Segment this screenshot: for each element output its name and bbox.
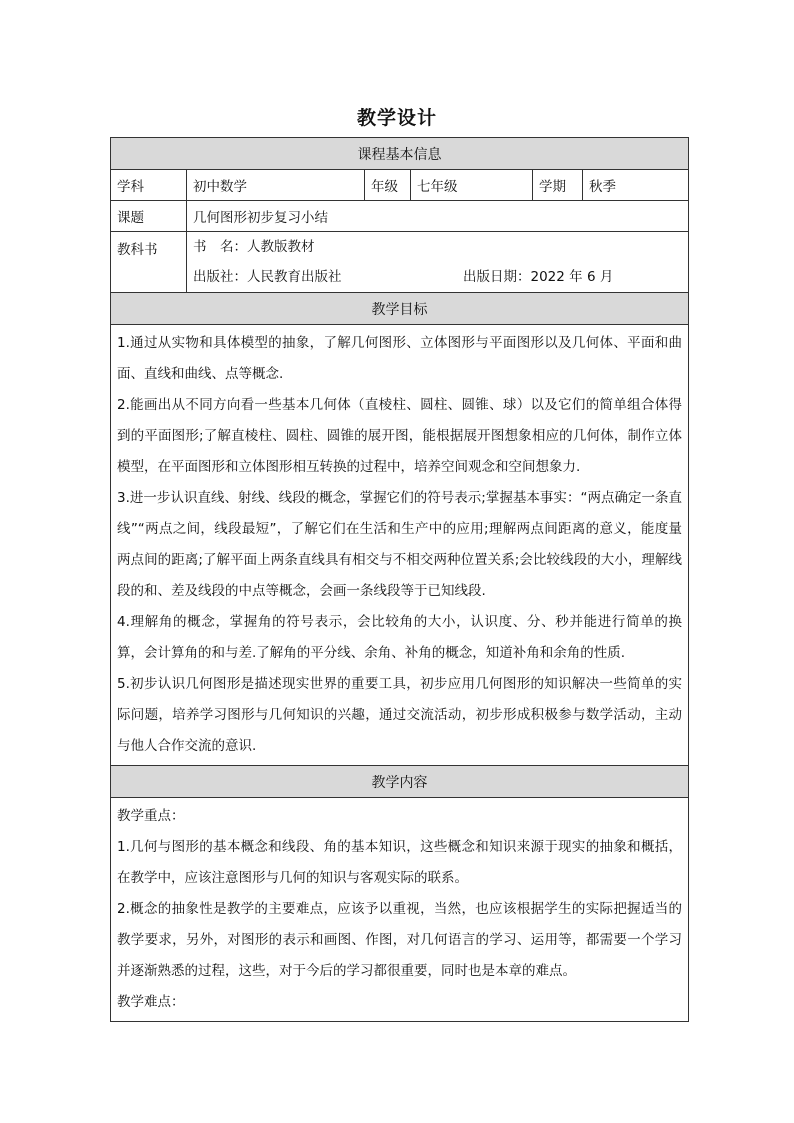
info-row-textbook — [111, 232, 689, 293]
subject-value: 初中数学 — [187, 170, 365, 201]
section-header-basic-info: 课程基本信息 — [111, 138, 689, 170]
publish-date: 出版日期：2022 年 6 月 — [463, 269, 614, 285]
info-row-subject — [111, 170, 689, 201]
page-title: 教学设计 — [356, 107, 437, 129]
goal-item: 3.进一步认识直线、射线、线段的概念，掌握它们的符号表示;掌握基本事实：“两点确定一条直线”“两点之间，线段最短”，了解它们在生活和生产中的应用;理解两点间距离的意义，能度量两点间的距离;了解平面上两条直线具有相交与不相交两种位置关系;会比较线段的大小，理解线段的和、差及线段的中点等概念，会画一条线段等于已知线段. — [117, 490, 683, 599]
goals-body — [111, 325, 689, 766]
topic-label: 课题 — [111, 201, 187, 232]
key-point-item: 2.概念的抽象性是教学的主要难点，应该予以重视，当然，也应该根据学生的实际把握适当的教学要求，另外，对图形的表示和画图、作图，对几何语言的学习、运用等，都需要一个学习并逐渐熟悉的过程，这些，对于今后的学习都很重要，同时也是本章的难点。 — [117, 901, 683, 979]
section-header-goals: 教学目标 — [111, 293, 689, 325]
term-value: 秋季 — [583, 170, 689, 201]
goal-item: 1.通过从实物和具体模型的抽象，了解几何图形、立体图形与平面图形以及几何体、平面和曲面、直线和曲线、点等概念. — [117, 335, 683, 382]
goal-item: 2.能画出从不同方向看一些基本几何体（直棱柱、圆柱、圆锥、球）以及它们的简单组合体得到的平面图形;了解直棱柱、圆柱、圆锥的展开图，能根据展开图想象相应的几何体，制作立体模型，在平面图形和立体图形相互转换的过程中，培养空间观念和空间想象力. — [117, 397, 683, 475]
difficulty-label: 教学难点： — [117, 994, 185, 1010]
term-label: 学期 — [533, 170, 583, 201]
textbook-label: 教科书 — [111, 232, 187, 293]
goal-item: 4.理解角的概念，掌握角的符号表示，会比较角的大小，认识度、分、秒并能进行简单的换算，会计算角的和与差.了解角的平分线、余角、补角的概念，知道补角和余角的性质. — [117, 614, 683, 661]
key-points-label: 教学重点： — [117, 808, 185, 824]
publisher: 出版社：人民教育出版社 — [193, 269, 342, 285]
grade-label: 年级 — [365, 170, 411, 201]
textbook-info — [187, 232, 689, 293]
topic-value: 几何图形初步复习小结 — [187, 201, 689, 232]
goal-item: 5.初步认识几何图形是描述现实世界的重要工具，初步应用几何图形的知识解决一些简单的实际问题，培养学习图形与几何知识的兴趣，通过交流活动，初步形成积极参与数学活动，主动与他人合作交流的意识. — [117, 676, 683, 754]
key-point-item: 1.几何与图形的基本概念和线段、角的基本知识，这些概念和知识来源于现实的抽象和概括，在教学中，应该注意图形与几何的知识与客观实际的联系。 — [117, 839, 683, 886]
content-body — [111, 798, 689, 1022]
lesson-plan-table — [110, 137, 689, 1022]
book-name: 书 名：人教版教材 — [193, 239, 315, 255]
grade-value: 七年级 — [411, 170, 533, 201]
info-row-topic — [111, 201, 689, 232]
subject-label: 学科 — [111, 170, 187, 201]
publisher-line — [187, 262, 688, 292]
section-header-content: 教学内容 — [111, 766, 689, 798]
